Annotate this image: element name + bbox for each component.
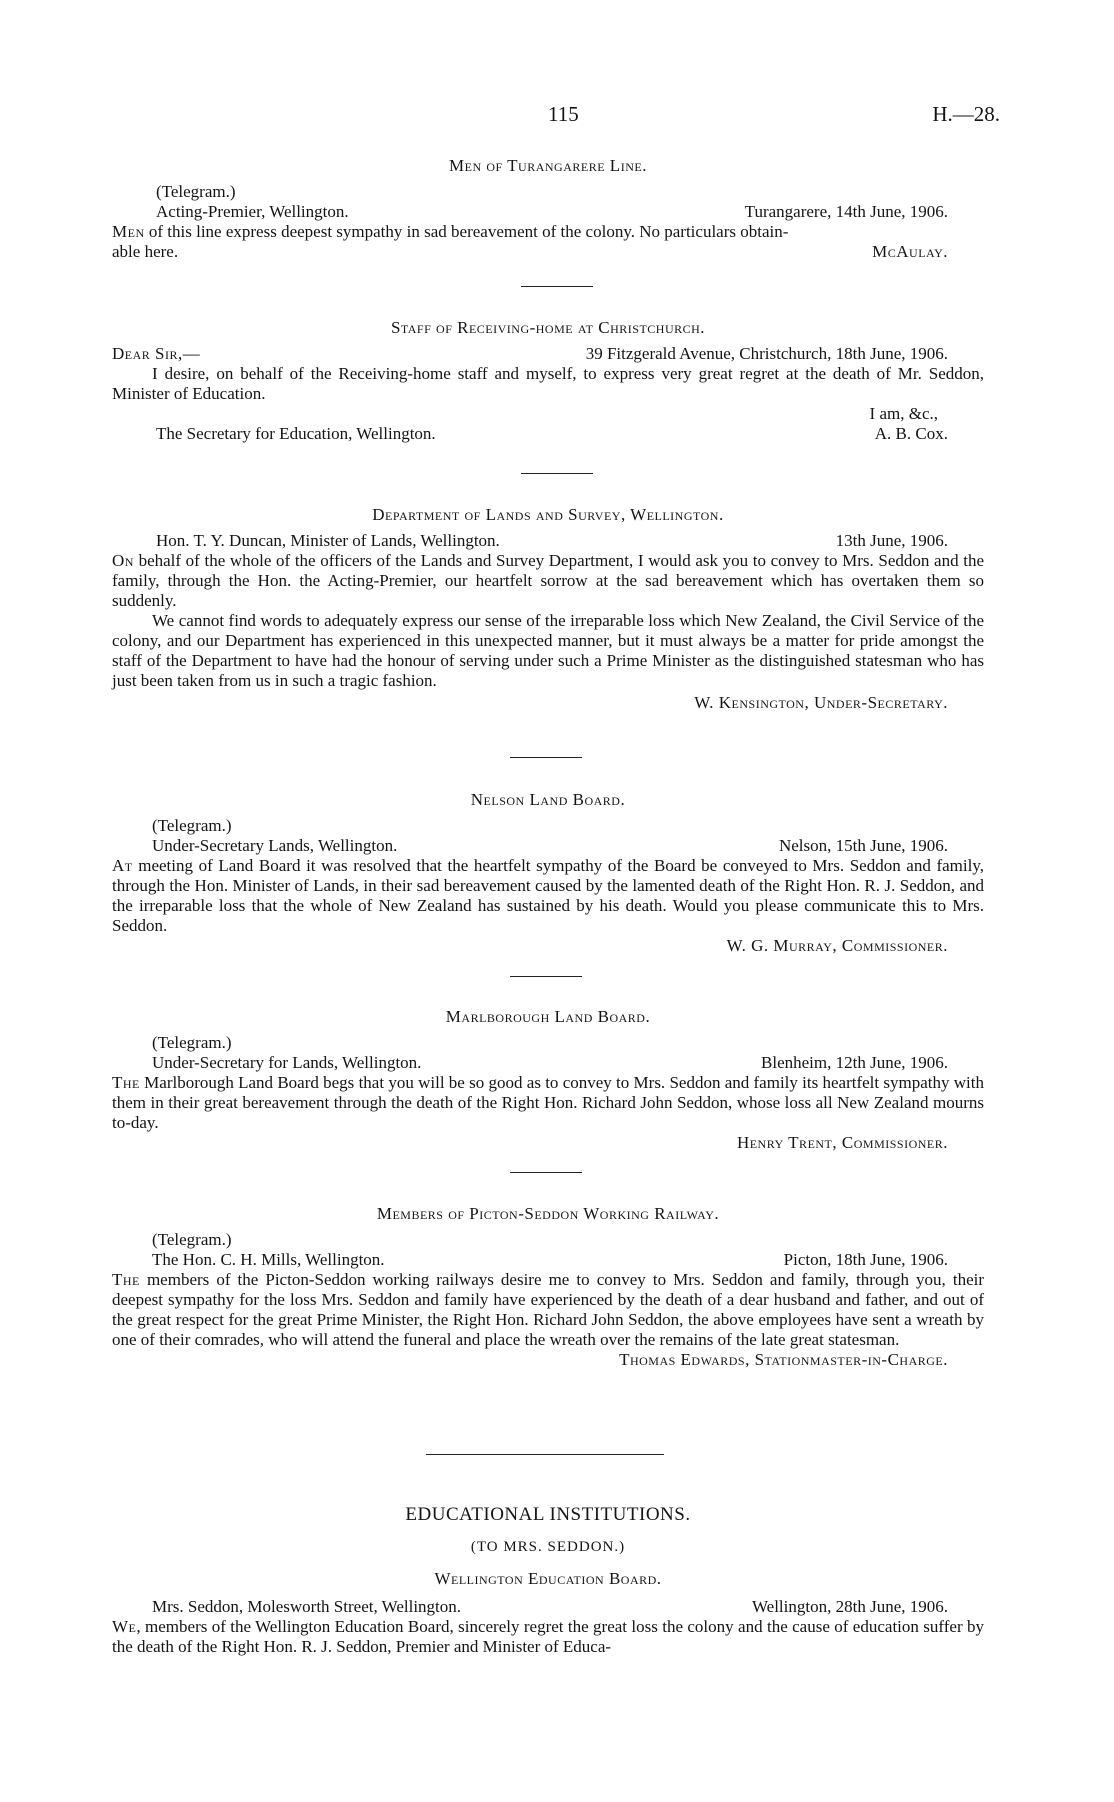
signature: A. B. Cox.: [874, 424, 948, 443]
section-divider: [510, 976, 582, 977]
place-date: Wellington, 28th June, 1906.: [751, 1597, 948, 1616]
signature: W. G. Murray, Commissioner.: [726, 936, 948, 955]
signature-row: [112, 424, 984, 444]
telegram-label: (Telegram.): [152, 1033, 232, 1052]
address-row: [112, 1597, 984, 1617]
salutation: Dear Sir,—: [112, 344, 201, 363]
subheading: (TO MRS. SEDDON.): [470, 1539, 626, 1555]
place-date: 39 Fitzgerald Avenue, Christchurch, 18th June, 1906.: [585, 344, 948, 363]
section-heading: Members of Picton-Seddon Working Railway.: [376, 1204, 720, 1223]
message-body: [112, 551, 984, 611]
section-heading: Marlborough Land Board.: [445, 1007, 651, 1026]
section-heading: Nelson Land Board.: [470, 790, 626, 809]
message-body: [112, 222, 984, 242]
section-lands-survey: [112, 505, 984, 713]
signature: McAulay.: [872, 242, 948, 261]
telegram-label: (Telegram.): [152, 816, 232, 835]
lead-word: The: [112, 1073, 140, 1092]
document-reference: H.—28.: [932, 102, 1000, 126]
address-row: [112, 344, 984, 364]
date: 13th June, 1906.: [835, 531, 948, 550]
section-divider: [521, 473, 593, 474]
address-row: [112, 202, 984, 222]
body-text: of this line express deepest sympathy in sad bereavement of the colony. No particulars obtain-: [144, 222, 789, 241]
addressee: Acting-Premier, Wellington.: [156, 202, 349, 221]
body-text: members of the Picton-Seddon working railways desire me to convey to Mrs. Seddon and family, through you, their deepest sympathy for the loss Mrs. Seddon and family have experienced by the death of a dear husband and father, and out of the great respect for the great Prime Minister, the Right Hon. Richard John Seddon, the above employees have sent a wreath by one of their comrades, who will attend the funeral and place the wreath over the remains of the late great statesman.: [112, 1270, 984, 1349]
page-number: 115: [548, 102, 579, 126]
lead-word: We: [112, 1617, 137, 1636]
address-row: [112, 1053, 984, 1073]
addressee: Under-Secretary Lands, Wellington.: [152, 836, 398, 855]
section-educational-institutions: [112, 1505, 984, 1657]
body-text: meeting of Land Board it was resolved that the heartfelt sympathy of the Board be conveyed to Mrs. Seddon and family, through the Hon. Minister of Lands, in their sad bereavement caused by the lamented death of the Right Hon. R. J. Seddon, and the irreparable loss that the whole of New Zealand has sustained by his death. Would you please communicate this to Mrs. Seddon.: [112, 856, 984, 935]
message-body: [112, 1617, 984, 1657]
message-body: I desire, on behalf of the Receiving-home staff and myself, to express very great regret at the death of Mr. Seddon, Minister of Education.: [112, 364, 984, 403]
addressee: Under-Secretary for Lands, Wellington.: [152, 1053, 422, 1072]
lead-word: Men: [112, 222, 145, 241]
telegram-label: (Telegram.): [152, 1230, 232, 1249]
body-text: Marlborough Land Board begs that you will be so good as to convey to Mrs. Seddon and family its heartfelt sympathy with them in their great bereavement through the death of the Right Hon. Richard John Seddon, whose loss all New Zealand mourns to-day.: [112, 1073, 984, 1132]
closing-row: [112, 242, 984, 262]
addressee: The Hon. C. H. Mills, Wellington.: [152, 1250, 385, 1269]
section-receiving-home: [112, 318, 984, 444]
section-heading: Wellington Education Board.: [434, 1569, 662, 1588]
address-row: [112, 836, 984, 856]
major-heading: EDUCATIONAL INSTITUTIONS.: [405, 1504, 691, 1525]
place-date: Nelson, 15th June, 1906.: [778, 836, 948, 855]
body-text: behalf of the whole of the officers of the Lands and Survey Department, I would ask you to convey to Mrs. Seddon and the family, through the Hon. the Acting-Premier, our heartfelt sorrow at the sad bereavement which has overtaken them so suddenly.: [112, 551, 984, 610]
section-divider: [510, 1172, 582, 1173]
lead-word: At: [112, 856, 133, 875]
closing: I am, &c.,: [869, 404, 938, 423]
addressee: Mrs. Seddon, Molesworth Street, Wellington.: [152, 1597, 462, 1616]
telegram-label: (Telegram.): [156, 182, 236, 201]
signature: Henry Trent, Commissioner.: [736, 1133, 948, 1152]
place-date: Turangarere, 14th June, 1906.: [744, 202, 948, 221]
message-body: [112, 1073, 984, 1133]
section-heading: Department of Lands and Survey, Wellington.: [372, 505, 724, 524]
page-header: [0, 104, 1114, 128]
signature: Thomas Edwards, Stationmaster-in-Charge.: [619, 1350, 948, 1369]
section-heading: Men of Turangarere Line.: [449, 156, 647, 175]
section-heading: Staff of Receiving-home at Christchurch.: [390, 318, 706, 337]
address-row: [112, 1250, 984, 1270]
body-text-end: able here.: [112, 242, 179, 261]
signature: W. Kensington, Under-Secretary.: [694, 693, 948, 712]
place-date: Blenheim, 12th June, 1906.: [761, 1053, 948, 1072]
addressee: Hon. T. Y. Duncan, Minister of Lands, Wellington.: [156, 531, 500, 550]
place-date: Picton, 18th June, 1906.: [783, 1250, 948, 1269]
lead-word: The: [112, 1270, 140, 1289]
lead-word: On: [112, 551, 134, 570]
message-body: [112, 1270, 984, 1350]
body-text: , members of the Wellington Education Board, sincerely regret the great loss the colony and the cause of education suffer by the death of the Right Hon. R. J. Seddon, Premier and Minister of Educa-: [112, 1617, 984, 1656]
message-body-2: We cannot find words to adequately express our sense of the irreparable loss which New Zealand, the Civil Service of the colony, and our Department has experienced in this unexpected manner, but it must always be a matter for pride amongst the staff of the Department to have had the honour of serving under such a Prime Minister as the distinguished statesman who has just been taken from us in such a tragic fashion.: [112, 611, 984, 690]
section-turangarere: [112, 156, 984, 262]
message-body: [112, 856, 984, 936]
major-divider: [426, 1454, 664, 1455]
address-row: [112, 531, 984, 551]
section-nelson-land-board: [112, 790, 984, 956]
section-divider: [510, 757, 582, 758]
section-marlborough-land-board: [112, 1007, 984, 1153]
section-picton-seddon-railway: [112, 1204, 984, 1370]
addressee: The Secretary for Education, Wellington.: [156, 424, 436, 443]
section-divider: [521, 286, 593, 287]
